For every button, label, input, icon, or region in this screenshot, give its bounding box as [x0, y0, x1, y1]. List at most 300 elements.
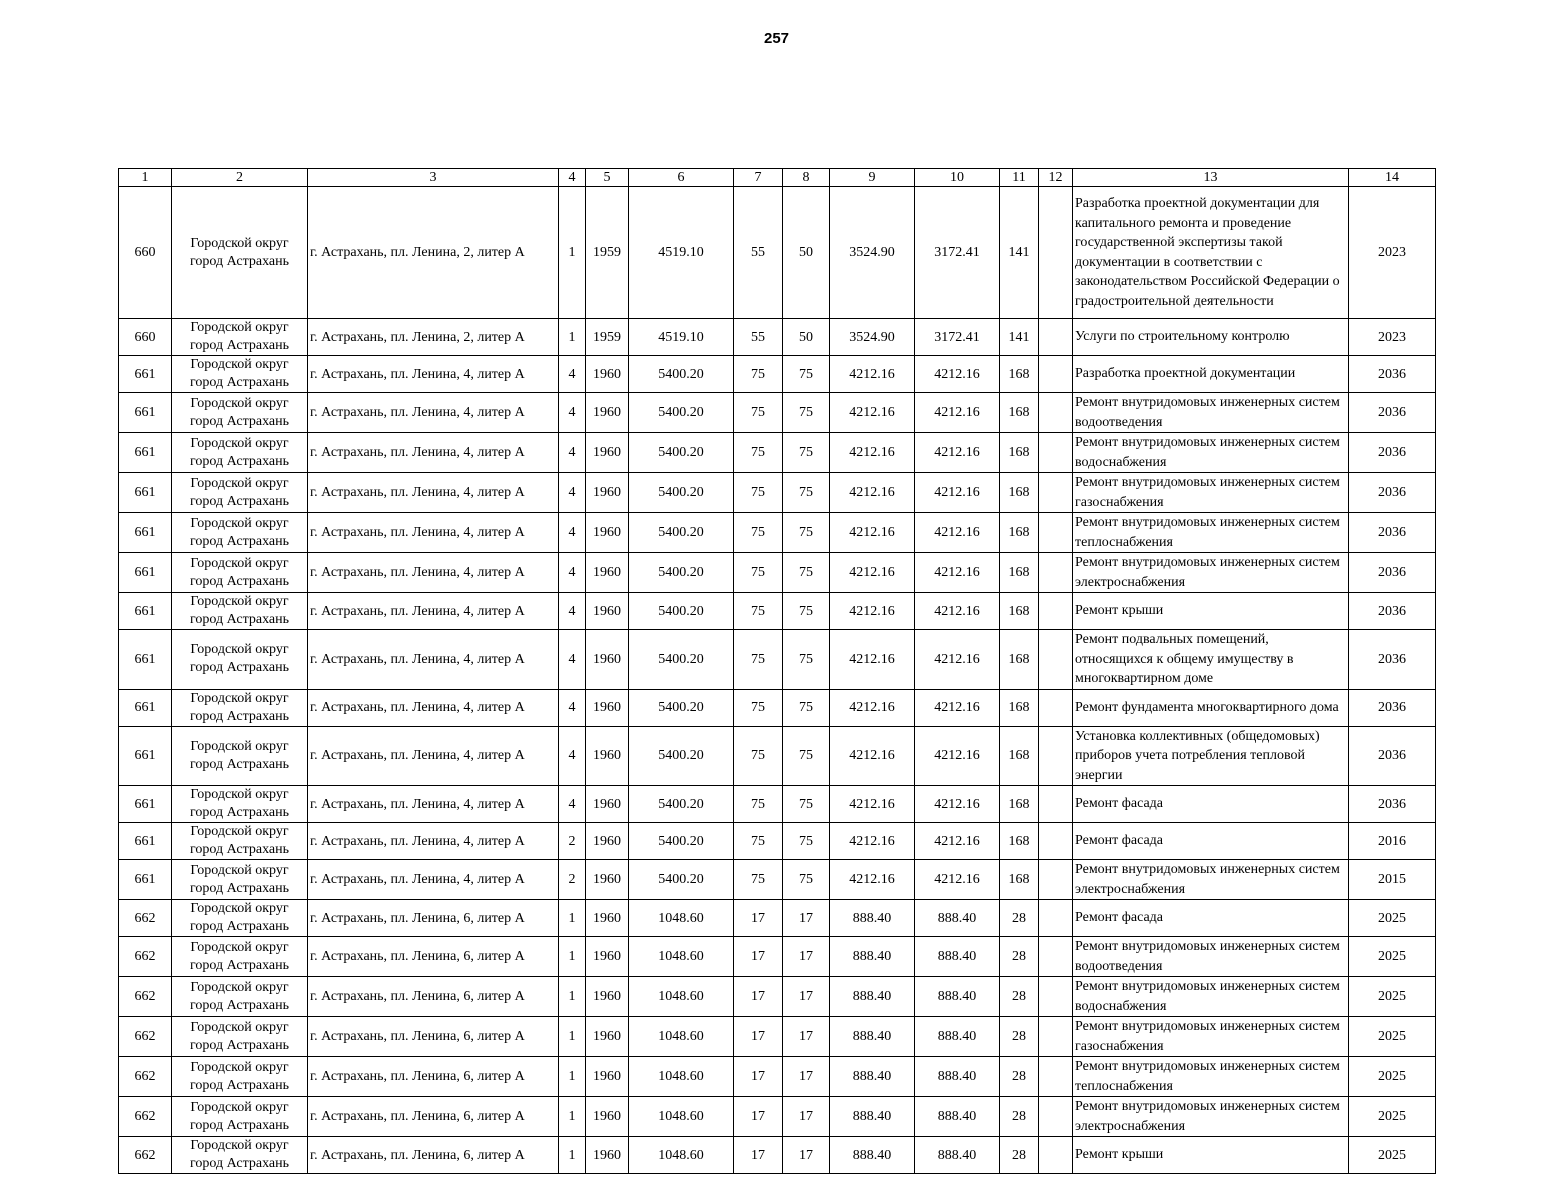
cell-col-10: 4212.16 [915, 393, 1000, 433]
row-number: 661 [119, 689, 172, 726]
cell-col-4: 2 [559, 860, 586, 900]
total-area-cell: 1048.60 [629, 1097, 734, 1137]
year-cell: 1960 [586, 977, 629, 1017]
cell-col-9: 888.40 [830, 937, 915, 977]
cell-col-12 [1039, 689, 1073, 726]
year-cell: 1960 [586, 786, 629, 823]
cell-col-12 [1039, 630, 1073, 690]
address-cell: г. Астрахань, пл. Ленина, 4, литер А [308, 433, 559, 473]
column-header: 14 [1349, 169, 1436, 187]
cell-col-7: 17 [734, 977, 783, 1017]
address-cell: г. Астрахань, пл. Ленина, 4, литер А [308, 726, 559, 786]
total-area-cell: 5400.20 [629, 726, 734, 786]
cell-col-11: 28 [1000, 1017, 1039, 1057]
cell-col-4: 1 [559, 900, 586, 937]
municipality-cell: Городской округ город Астрахань [172, 630, 308, 690]
cell-col-9: 888.40 [830, 900, 915, 937]
row-number: 662 [119, 900, 172, 937]
cell-col-12 [1039, 726, 1073, 786]
cell-col-8: 17 [783, 900, 830, 937]
year-cell: 1960 [586, 513, 629, 553]
cell-col-12 [1039, 823, 1073, 860]
column-header: 10 [915, 169, 1000, 187]
work-type-cell: Услуги по строительному контролю [1073, 319, 1349, 356]
cell-col-9: 4212.16 [830, 593, 915, 630]
cell-col-8: 50 [783, 319, 830, 356]
cell-col-7: 17 [734, 1017, 783, 1057]
row-number: 661 [119, 630, 172, 690]
cell-col-7: 75 [734, 726, 783, 786]
cell-col-10: 4212.16 [915, 356, 1000, 393]
cell-col-11: 28 [1000, 977, 1039, 1017]
year-cell: 1960 [586, 1097, 629, 1137]
page-number: 257 [763, 30, 790, 47]
municipality-cell: Городской округ город Астрахань [172, 1057, 308, 1097]
work-type-cell: Ремонт внутридомовых инженерных систем теплоснабжения [1073, 1057, 1349, 1097]
cell-col-9: 4212.16 [830, 786, 915, 823]
year-cell: 1960 [586, 553, 629, 593]
row-number: 660 [119, 187, 172, 319]
table-row [119, 977, 1436, 1017]
cell-col-4: 4 [559, 513, 586, 553]
cell-col-8: 75 [783, 393, 830, 433]
cell-col-12 [1039, 860, 1073, 900]
year-cell: 1960 [586, 860, 629, 900]
total-area-cell: 5400.20 [629, 860, 734, 900]
header-row [119, 169, 1436, 187]
total-area-cell: 5400.20 [629, 473, 734, 513]
work-type-cell: Ремонт внутридомовых инженерных систем электроснабжения [1073, 860, 1349, 900]
address-cell: г. Астрахань, пл. Ленина, 4, литер А [308, 553, 559, 593]
cell-col-8: 75 [783, 786, 830, 823]
cell-col-11: 168 [1000, 593, 1039, 630]
year-cell: 1960 [586, 823, 629, 860]
row-number: 661 [119, 553, 172, 593]
municipality-cell: Городской округ город Астрахань [172, 433, 308, 473]
municipality-cell: Городской округ город Астрахань [172, 393, 308, 433]
cell-col-8: 75 [783, 513, 830, 553]
row-number: 661 [119, 823, 172, 860]
cell-col-10: 4212.16 [915, 726, 1000, 786]
cell-col-11: 168 [1000, 393, 1039, 433]
work-type-cell: Разработка проектной документации для капитального ремонта и проведение государственной экспертизы такой документации в соответствии с законодательством Российской Федерации о градостроительной деятельности [1073, 187, 1349, 319]
cell-col-12 [1039, 900, 1073, 937]
address-cell: г. Астрахань, пл. Ленина, 4, литер А [308, 513, 559, 553]
work-type-cell: Ремонт фасада [1073, 900, 1349, 937]
cell-col-9: 888.40 [830, 1017, 915, 1057]
cell-col-12 [1039, 319, 1073, 356]
cell-col-8: 17 [783, 937, 830, 977]
total-area-cell: 5400.20 [629, 553, 734, 593]
total-area-cell: 5400.20 [629, 786, 734, 823]
cell-col-7: 75 [734, 689, 783, 726]
cell-col-9: 888.40 [830, 1057, 915, 1097]
planned-year-cell: 2036 [1349, 786, 1436, 823]
cell-col-4: 4 [559, 393, 586, 433]
cell-col-4: 1 [559, 977, 586, 1017]
address-cell: г. Астрахань, пл. Ленина, 6, литер А [308, 900, 559, 937]
table-row [119, 393, 1436, 433]
cell-col-11: 28 [1000, 1097, 1039, 1137]
column-header: 13 [1073, 169, 1349, 187]
column-header: 12 [1039, 169, 1073, 187]
table-row [119, 860, 1436, 900]
work-type-cell: Ремонт крыши [1073, 593, 1349, 630]
year-cell: 1960 [586, 726, 629, 786]
cell-col-10: 888.40 [915, 1017, 1000, 1057]
cell-col-4: 4 [559, 473, 586, 513]
cell-col-4: 1 [559, 187, 586, 319]
cell-col-8: 17 [783, 1017, 830, 1057]
total-area-cell: 1048.60 [629, 900, 734, 937]
work-type-cell: Установка коллективных (общедомовых) приборов учета потребления тепловой энергии [1073, 726, 1349, 786]
cell-col-7: 75 [734, 630, 783, 690]
cell-col-4: 4 [559, 433, 586, 473]
planned-year-cell: 2025 [1349, 900, 1436, 937]
table-row [119, 1097, 1436, 1137]
cell-col-10: 888.40 [915, 937, 1000, 977]
municipality-cell: Городской округ город Астрахань [172, 187, 308, 319]
cell-col-8: 75 [783, 593, 830, 630]
work-type-cell: Разработка проектной документации [1073, 356, 1349, 393]
planned-year-cell: 2036 [1349, 553, 1436, 593]
planned-year-cell: 2016 [1349, 823, 1436, 860]
cell-col-9: 888.40 [830, 1097, 915, 1137]
total-area-cell: 5400.20 [629, 513, 734, 553]
table-row [119, 726, 1436, 786]
municipality-cell: Городской округ город Астрахань [172, 1097, 308, 1137]
cell-col-8: 17 [783, 1097, 830, 1137]
row-number: 662 [119, 937, 172, 977]
cell-col-10: 888.40 [915, 1057, 1000, 1097]
cell-col-7: 75 [734, 513, 783, 553]
row-number: 661 [119, 356, 172, 393]
column-header: 4 [559, 169, 586, 187]
address-cell: г. Астрахань, пл. Ленина, 4, литер А [308, 356, 559, 393]
cell-col-10: 888.40 [915, 977, 1000, 1017]
table-row [119, 319, 1436, 356]
cell-col-12 [1039, 356, 1073, 393]
cell-col-9: 4212.16 [830, 553, 915, 593]
planned-year-cell: 2036 [1349, 593, 1436, 630]
cell-col-10: 4212.16 [915, 553, 1000, 593]
cell-col-9: 4212.16 [830, 433, 915, 473]
cell-col-11: 168 [1000, 689, 1039, 726]
total-area-cell: 4519.10 [629, 187, 734, 319]
row-number: 661 [119, 473, 172, 513]
address-cell: г. Астрахань, пл. Ленина, 4, литер А [308, 473, 559, 513]
year-cell: 1960 [586, 1057, 629, 1097]
year-cell: 1960 [586, 689, 629, 726]
cell-col-7: 17 [734, 1097, 783, 1137]
planned-year-cell: 2025 [1349, 1057, 1436, 1097]
municipality-cell: Городской округ город Астрахань [172, 593, 308, 630]
column-header: 6 [629, 169, 734, 187]
row-number: 661 [119, 786, 172, 823]
cell-col-11: 141 [1000, 187, 1039, 319]
planned-year-cell: 2025 [1349, 1097, 1436, 1137]
planned-year-cell: 2025 [1349, 937, 1436, 977]
cell-col-4: 4 [559, 726, 586, 786]
address-cell: г. Астрахань, пл. Ленина, 6, литер А [308, 1097, 559, 1137]
column-header: 11 [1000, 169, 1039, 187]
address-cell: г. Астрахань, пл. Ленина, 4, литер А [308, 786, 559, 823]
work-type-cell: Ремонт внутридомовых инженерных систем теплоснабжения [1073, 513, 1349, 553]
cell-col-9: 4212.16 [830, 513, 915, 553]
total-area-cell: 1048.60 [629, 977, 734, 1017]
cell-col-11: 168 [1000, 513, 1039, 553]
work-type-cell: Ремонт внутридомовых инженерных систем водоотведения [1073, 937, 1349, 977]
cell-col-11: 28 [1000, 900, 1039, 937]
table-body [119, 187, 1436, 1174]
address-cell: г. Астрахань, пл. Ленина, 6, литер А [308, 937, 559, 977]
cell-col-7: 17 [734, 900, 783, 937]
cell-col-7: 75 [734, 433, 783, 473]
cell-col-8: 75 [783, 630, 830, 690]
cell-col-12 [1039, 473, 1073, 513]
municipality-cell: Городской округ город Астрахань [172, 356, 308, 393]
work-type-cell: Ремонт внутридомовых инженерных систем водоотведения [1073, 393, 1349, 433]
cell-col-10: 4212.16 [915, 433, 1000, 473]
work-type-cell: Ремонт подвальных помещений, относящихся к общему имуществу в многоквартирном доме [1073, 630, 1349, 690]
total-area-cell: 5400.20 [629, 356, 734, 393]
year-cell: 1960 [586, 433, 629, 473]
cell-col-8: 17 [783, 1137, 830, 1174]
row-number: 662 [119, 1017, 172, 1057]
planned-year-cell: 2025 [1349, 977, 1436, 1017]
table-row [119, 786, 1436, 823]
year-cell: 1960 [586, 593, 629, 630]
address-cell: г. Астрахань, пл. Ленина, 6, литер А [308, 1057, 559, 1097]
year-cell: 1960 [586, 473, 629, 513]
year-cell: 1960 [586, 630, 629, 690]
cell-col-11: 168 [1000, 726, 1039, 786]
cell-col-12 [1039, 1017, 1073, 1057]
cell-col-10: 4212.16 [915, 689, 1000, 726]
cell-col-10: 888.40 [915, 900, 1000, 937]
total-area-cell: 5400.20 [629, 823, 734, 860]
table-row [119, 630, 1436, 690]
cell-col-11: 168 [1000, 473, 1039, 513]
cell-col-4: 1 [559, 1017, 586, 1057]
address-cell: г. Астрахань, пл. Ленина, 2, литер А [308, 319, 559, 356]
table-row [119, 823, 1436, 860]
address-cell: г. Астрахань, пл. Ленина, 6, литер А [308, 1017, 559, 1057]
cell-col-8: 17 [783, 1057, 830, 1097]
municipality-cell: Городской округ город Астрахань [172, 513, 308, 553]
cell-col-12 [1039, 977, 1073, 1017]
year-cell: 1959 [586, 187, 629, 319]
cell-col-9: 4212.16 [830, 860, 915, 900]
address-cell: г. Астрахань, пл. Ленина, 4, литер А [308, 860, 559, 900]
work-type-cell: Ремонт крыши [1073, 1137, 1349, 1174]
row-number: 661 [119, 513, 172, 553]
table-row [119, 187, 1436, 319]
address-cell: г. Астрахань, пл. Ленина, 2, литер А [308, 187, 559, 319]
planned-year-cell: 2023 [1349, 319, 1436, 356]
cell-col-7: 75 [734, 823, 783, 860]
cell-col-7: 75 [734, 786, 783, 823]
cell-col-9: 4212.16 [830, 823, 915, 860]
cell-col-7: 17 [734, 1137, 783, 1174]
table-row [119, 593, 1436, 630]
column-header: 8 [783, 169, 830, 187]
total-area-cell: 1048.60 [629, 1017, 734, 1057]
year-cell: 1959 [586, 319, 629, 356]
cell-col-4: 1 [559, 1097, 586, 1137]
cell-col-4: 1 [559, 1137, 586, 1174]
cell-col-9: 888.40 [830, 1137, 915, 1174]
total-area-cell: 5400.20 [629, 393, 734, 433]
cell-col-4: 1 [559, 319, 586, 356]
column-header: 2 [172, 169, 308, 187]
cell-col-11: 168 [1000, 786, 1039, 823]
cell-col-12 [1039, 786, 1073, 823]
row-number: 661 [119, 860, 172, 900]
work-type-cell: Ремонт фасада [1073, 786, 1349, 823]
cell-col-10: 888.40 [915, 1137, 1000, 1174]
work-type-cell: Ремонт фасада [1073, 823, 1349, 860]
address-cell: г. Астрахань, пл. Ленина, 4, литер А [308, 630, 559, 690]
column-header: 7 [734, 169, 783, 187]
cell-col-8: 17 [783, 977, 830, 1017]
row-number: 661 [119, 726, 172, 786]
total-area-cell: 5400.20 [629, 630, 734, 690]
planned-year-cell: 2036 [1349, 356, 1436, 393]
total-area-cell: 5400.20 [629, 689, 734, 726]
cell-col-4: 4 [559, 786, 586, 823]
cell-col-9: 888.40 [830, 977, 915, 1017]
table-row [119, 1057, 1436, 1097]
cell-col-12 [1039, 433, 1073, 473]
cell-col-11: 168 [1000, 823, 1039, 860]
row-number: 662 [119, 1057, 172, 1097]
total-area-cell: 1048.60 [629, 1057, 734, 1097]
year-cell: 1960 [586, 393, 629, 433]
cell-col-12 [1039, 1057, 1073, 1097]
cell-col-10: 4212.16 [915, 593, 1000, 630]
planned-year-cell: 2036 [1349, 689, 1436, 726]
row-number: 662 [119, 1097, 172, 1137]
cell-col-11: 168 [1000, 630, 1039, 690]
table-row [119, 1017, 1436, 1057]
cell-col-4: 1 [559, 937, 586, 977]
cell-col-10: 4212.16 [915, 860, 1000, 900]
table-row [119, 937, 1436, 977]
cell-col-12 [1039, 937, 1073, 977]
cell-col-11: 168 [1000, 433, 1039, 473]
cell-col-10: 3172.41 [915, 187, 1000, 319]
year-cell: 1960 [586, 356, 629, 393]
table-row [119, 433, 1436, 473]
cell-col-10: 4212.16 [915, 513, 1000, 553]
planned-year-cell: 2023 [1349, 187, 1436, 319]
municipality-cell: Городской округ город Астрахань [172, 786, 308, 823]
cell-col-9: 3524.90 [830, 187, 915, 319]
cell-col-12 [1039, 187, 1073, 319]
planned-year-cell: 2036 [1349, 513, 1436, 553]
cell-col-11: 28 [1000, 1137, 1039, 1174]
cell-col-11: 168 [1000, 553, 1039, 593]
table-row [119, 689, 1436, 726]
municipality-cell: Городской округ город Астрахань [172, 1137, 308, 1174]
year-cell: 1960 [586, 1137, 629, 1174]
cell-col-4: 2 [559, 823, 586, 860]
address-cell: г. Астрахань, пл. Ленина, 4, литер А [308, 393, 559, 433]
work-type-cell: Ремонт внутридомовых инженерных систем газоснабжения [1073, 473, 1349, 513]
work-type-cell: Ремонт внутридомовых инженерных систем водоснабжения [1073, 433, 1349, 473]
cell-col-11: 28 [1000, 937, 1039, 977]
work-type-cell: Ремонт внутридомовых инженерных систем электроснабжения [1073, 553, 1349, 593]
cell-col-4: 4 [559, 689, 586, 726]
municipality-cell: Городской округ город Астрахань [172, 1017, 308, 1057]
cell-col-4: 4 [559, 553, 586, 593]
table-row [119, 1137, 1436, 1174]
cell-col-10: 4212.16 [915, 823, 1000, 860]
table-row [119, 900, 1436, 937]
cell-col-10: 4212.16 [915, 630, 1000, 690]
total-area-cell: 1048.60 [629, 1137, 734, 1174]
cell-col-12 [1039, 553, 1073, 593]
row-number: 661 [119, 593, 172, 630]
municipality-cell: Городской округ город Астрахань [172, 553, 308, 593]
year-cell: 1960 [586, 900, 629, 937]
cell-col-10: 4212.16 [915, 473, 1000, 513]
cell-col-11: 141 [1000, 319, 1039, 356]
cell-col-11: 168 [1000, 356, 1039, 393]
address-cell: г. Астрахань, пл. Ленина, 4, литер А [308, 593, 559, 630]
municipality-cell: Городской округ город Астрахань [172, 823, 308, 860]
row-number: 661 [119, 433, 172, 473]
column-header: 9 [830, 169, 915, 187]
cell-col-8: 75 [783, 433, 830, 473]
cell-col-9: 4212.16 [830, 393, 915, 433]
cell-col-12 [1039, 593, 1073, 630]
planned-year-cell: 2025 [1349, 1137, 1436, 1174]
cell-col-7: 75 [734, 356, 783, 393]
cell-col-9: 4212.16 [830, 689, 915, 726]
cell-col-10: 4212.16 [915, 786, 1000, 823]
column-header: 5 [586, 169, 629, 187]
cell-col-8: 50 [783, 187, 830, 319]
cell-col-11: 168 [1000, 860, 1039, 900]
cell-col-11: 28 [1000, 1057, 1039, 1097]
total-area-cell: 1048.60 [629, 937, 734, 977]
municipality-cell: Городской округ город Астрахань [172, 726, 308, 786]
cell-col-7: 17 [734, 1057, 783, 1097]
cell-col-4: 4 [559, 593, 586, 630]
total-area-cell: 5400.20 [629, 433, 734, 473]
cell-col-4: 1 [559, 1057, 586, 1097]
cell-col-9: 4212.16 [830, 726, 915, 786]
planned-year-cell: 2036 [1349, 393, 1436, 433]
row-number: 662 [119, 977, 172, 1017]
municipality-cell: Городской округ город Астрахань [172, 860, 308, 900]
planned-year-cell: 2015 [1349, 860, 1436, 900]
column-header: 1 [119, 169, 172, 187]
year-cell: 1960 [586, 937, 629, 977]
row-number: 661 [119, 393, 172, 433]
cell-col-12 [1039, 1137, 1073, 1174]
municipality-cell: Городской округ город Астрахань [172, 473, 308, 513]
cell-col-12 [1039, 1097, 1073, 1137]
cell-col-9: 4212.16 [830, 630, 915, 690]
cell-col-4: 4 [559, 356, 586, 393]
cell-col-12 [1039, 513, 1073, 553]
planned-year-cell: 2025 [1349, 1017, 1436, 1057]
address-cell: г. Астрахань, пл. Ленина, 6, литер А [308, 1137, 559, 1174]
cell-col-9: 4212.16 [830, 356, 915, 393]
